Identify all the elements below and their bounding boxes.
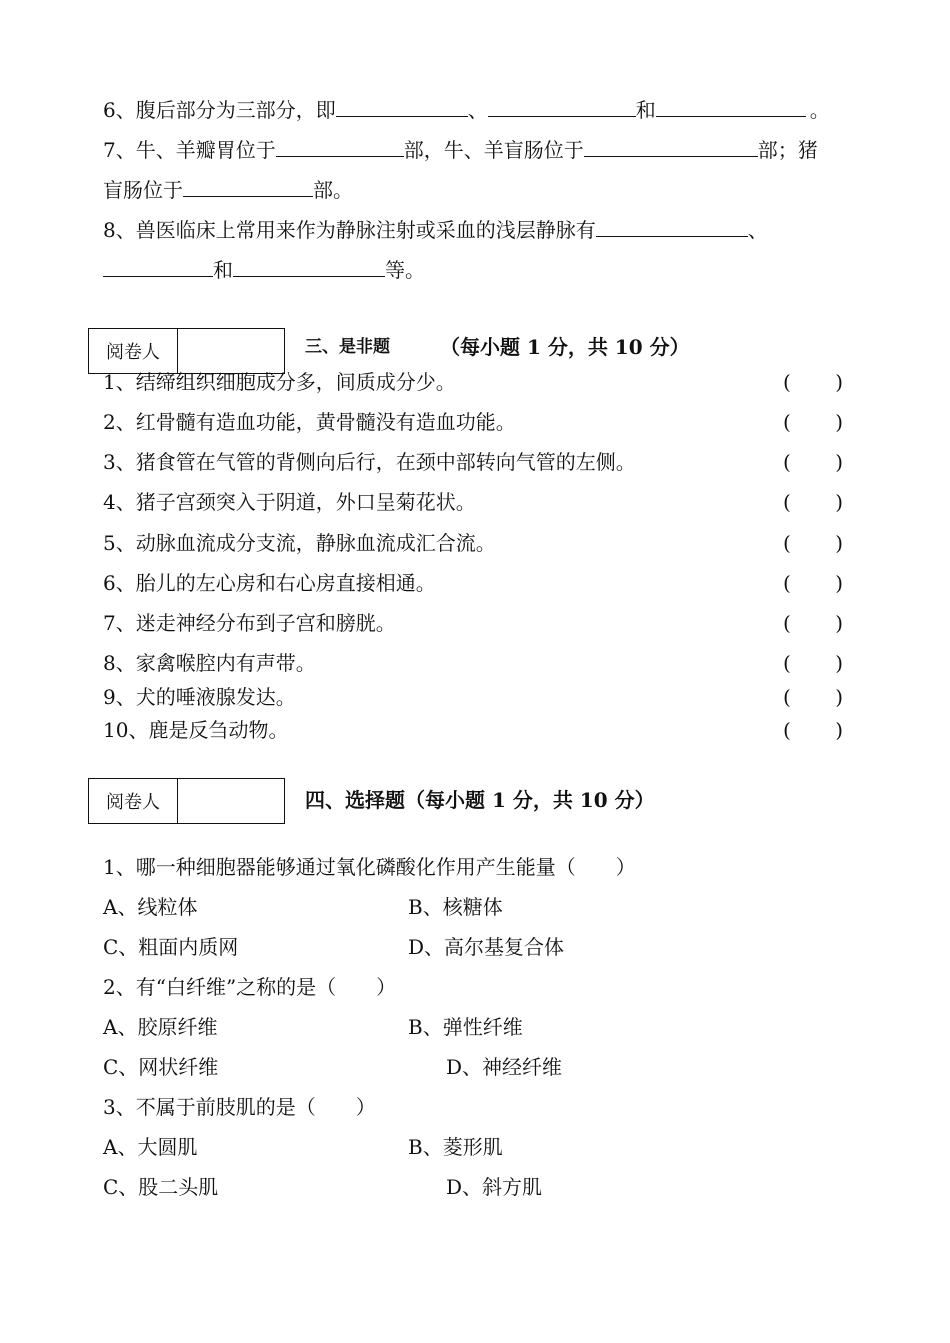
reviewer-signature-field[interactable] — [178, 779, 284, 823]
paren-open: ( — [783, 611, 791, 635]
fill-blank-q8-cont: 和 等。 — [103, 258, 425, 282]
answer-blank[interactable] — [276, 138, 404, 157]
paren-open: ( — [783, 410, 791, 434]
mc-q1-option-a[interactable]: A、线粒体 — [103, 895, 198, 919]
paren-open: ( — [783, 370, 791, 394]
mc-q2-stem: 2、有“白纤维”之称的是（ ） — [103, 975, 397, 999]
true-false-item: 3、猪食管在气管的背侧向后行，在颈中部转向气管的左侧。 — [103, 450, 636, 474]
true-false-item: 2、红骨髓有造血功能，黄骨髓没有造血功能。 — [103, 410, 516, 434]
answer-parentheses[interactable] — [783, 450, 843, 474]
answer-blank[interactable] — [103, 258, 213, 277]
answer-blank[interactable] — [488, 98, 636, 117]
paren-close: ) — [835, 531, 843, 555]
reviewer-box-section3 — [88, 328, 285, 374]
mc-q2-option-c[interactable]: C、网状纤维 — [103, 1055, 219, 1079]
paren-close: ) — [835, 685, 843, 709]
mc-q1-stem: 1、哪一种细胞器能够通过氧化磷酸化作用产生能量（ ） — [103, 855, 636, 879]
paren-close: ) — [835, 450, 843, 474]
paren-close: ) — [835, 490, 843, 514]
mc-q3-option-d[interactable]: D、斜方肌 — [446, 1175, 543, 1199]
mc-q2-option-a[interactable]: A、胶原纤维 — [103, 1015, 218, 1039]
answer-blank[interactable] — [233, 258, 385, 277]
mc-q1-option-c[interactable]: C、粗面内质网 — [103, 935, 239, 959]
fill-blank-q8: 8、兽医临床上常用来作为静脉注射或采血的浅层静脉有 、 — [103, 218, 768, 242]
section3-title: 三、是非题 — [305, 337, 390, 357]
reviewer-box-section4 — [88, 778, 285, 824]
paren-close: ) — [835, 651, 843, 675]
mc-q2-option-d[interactable]: D、神经纤维 — [446, 1055, 563, 1079]
paren-open: ( — [783, 571, 791, 595]
paren-close: ) — [835, 410, 843, 434]
paren-open: ( — [783, 531, 791, 555]
fill-blank-q7-cont: 盲肠位于 部。 — [103, 178, 353, 202]
paren-close: ) — [835, 718, 843, 742]
paren-close: ) — [835, 370, 843, 394]
answer-parentheses[interactable] — [783, 531, 843, 555]
mc-q3-option-a[interactable]: A、大圆肌 — [103, 1135, 198, 1159]
answer-parentheses[interactable] — [783, 718, 843, 742]
answer-blank[interactable] — [596, 218, 748, 237]
true-false-item: 4、猪子宫颈突入于阴道，外口呈菊花状。 — [103, 490, 476, 514]
mc-q1-option-b[interactable]: B、核糖体 — [408, 895, 503, 919]
reviewer-label: 阅卷人 — [89, 779, 178, 823]
reviewer-label: 阅卷人 — [89, 329, 178, 373]
answer-blank[interactable] — [656, 98, 806, 117]
answer-parentheses[interactable] — [783, 571, 843, 595]
mc-q3-option-b[interactable]: B、菱形肌 — [408, 1135, 503, 1159]
answer-blank[interactable] — [584, 138, 758, 157]
paren-open: ( — [783, 651, 791, 675]
mc-q1-option-d[interactable]: D、高尔基复合体 — [408, 935, 565, 959]
paren-close: ) — [835, 571, 843, 595]
true-false-item: 8、家禽喉腔内有声带。 — [103, 651, 316, 675]
paren-close: ) — [835, 611, 843, 635]
answer-parentheses[interactable] — [783, 685, 843, 709]
answer-parentheses[interactable] — [783, 490, 843, 514]
fill-blank-q7: 7、牛、羊瓣胃位于 部，牛、羊盲肠位于 部；猪 — [103, 138, 818, 162]
mc-q3-option-c[interactable]: C、股二头肌 — [103, 1175, 219, 1199]
answer-parentheses[interactable] — [783, 410, 843, 434]
answer-parentheses[interactable] — [783, 611, 843, 635]
mc-q3-stem: 3、不属于前肢肌的是（ ） — [103, 1095, 376, 1119]
true-false-item: 9、犬的唾液腺发达。 — [103, 685, 296, 709]
true-false-item: 5、动脉血流成分支流，静脉血流成汇合流。 — [103, 531, 496, 555]
mc-q2-option-b[interactable]: B、弹性纤维 — [408, 1015, 523, 1039]
reviewer-signature-field[interactable] — [178, 329, 284, 373]
true-false-item: 1、结缔组织细胞成分多，间质成分少。 — [103, 370, 456, 394]
true-false-item: 10、鹿是反刍动物。 — [103, 718, 289, 742]
fill-blank-q6: 6、腹后部分为三部分，即 、 和 。 — [103, 98, 830, 122]
true-false-item: 7、迷走神经分布到子宫和膀胱。 — [103, 611, 396, 635]
paren-open: ( — [783, 685, 791, 709]
answer-blank[interactable] — [336, 98, 468, 117]
true-false-item: 6、胎儿的左心房和右心房直接相通。 — [103, 571, 436, 595]
section4-title: 四、选择题（每小题 1 分，共 10 分） — [305, 788, 655, 812]
answer-blank[interactable] — [183, 178, 313, 197]
section3-score: （每小题 1 分，共 10 分） — [440, 335, 690, 359]
paren-open: ( — [783, 718, 791, 742]
paren-open: ( — [783, 490, 791, 514]
answer-parentheses[interactable] — [783, 651, 843, 675]
paren-open: ( — [783, 450, 791, 474]
answer-parentheses[interactable] — [783, 370, 843, 394]
